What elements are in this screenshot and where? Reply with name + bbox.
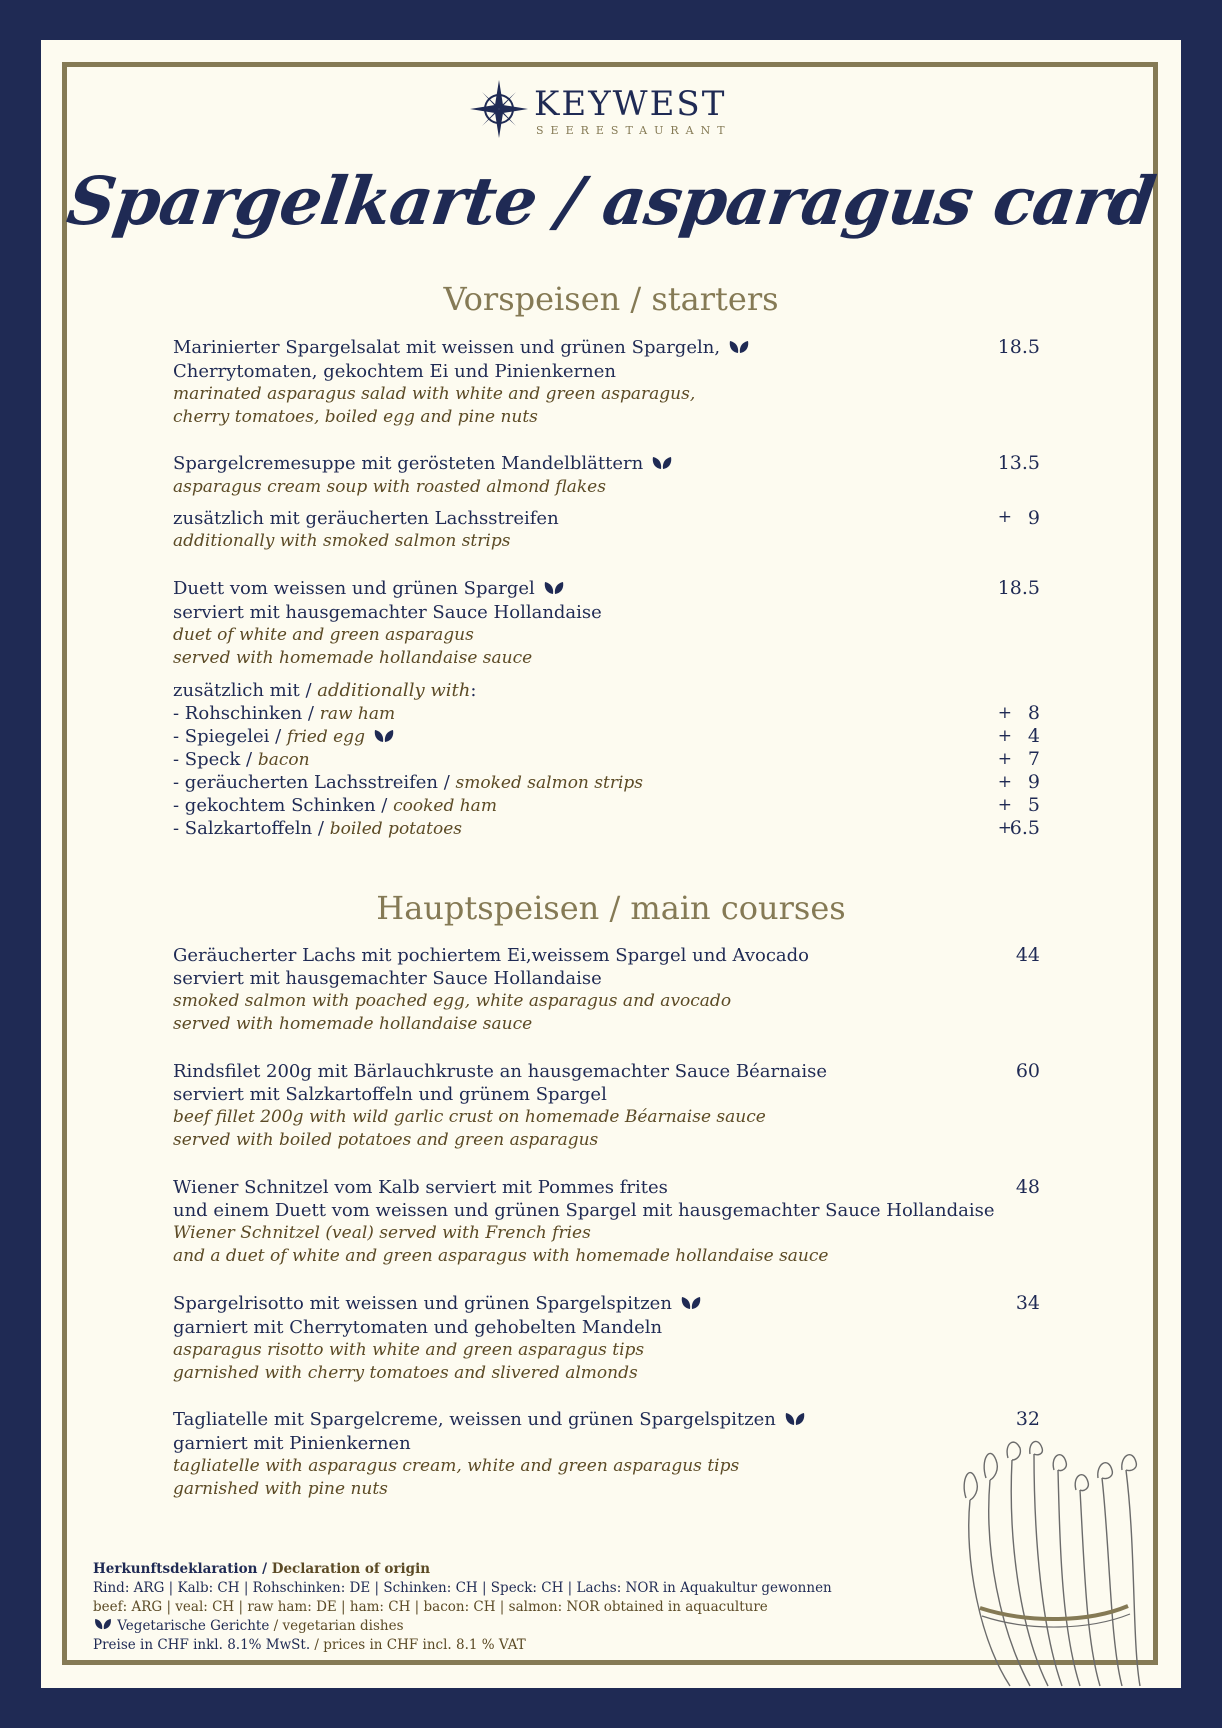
item-name-en: tagliatelle with asparagus cream, white and green asparagus tips bbox=[173, 1455, 740, 1476]
starters-heading: Vorspeisen / starters bbox=[443, 280, 779, 318]
item-name-de: Tagliatelle mit Spargelcreme, weissen und grünen Spargelspitzen bbox=[173, 1409, 776, 1430]
addon-row: - gekochtem Schinken / cooked ham + 5 bbox=[173, 794, 1040, 816]
item-name-de: Marinierter Spargelsalat mit weissen und grünen Spargeln, bbox=[173, 337, 721, 358]
item-price: 9 bbox=[1027, 507, 1040, 529]
item-name-de: Geräucherter Lachs mit pochiertem Ei,weissem Spargel und Avocado bbox=[173, 945, 809, 966]
brand-tagline: SEERESTAURANT bbox=[536, 124, 732, 137]
menu-item bbox=[173, 507, 1040, 553]
addon-row: - Salzkartoffeln / boiled potatoes + 6.5 bbox=[173, 817, 1040, 839]
item-name-de-2: Cherrytomaten, gekochtem Ei und Pinienkernen bbox=[173, 360, 616, 382]
addon-row: - Rohschinken / raw ham + 8 bbox=[173, 702, 1040, 724]
menu-item bbox=[173, 1176, 1040, 1268]
addon-row: - Spiegelei / fried egg + 4 bbox=[173, 725, 1040, 747]
item-name-de-2: serviert mit Salzkartoffeln und grünem Spargel bbox=[173, 1084, 607, 1105]
item-name-de-2: serviert mit hausgemachter Sauce Hollandaise bbox=[173, 601, 602, 623]
item-name-de: Wiener Schnitzel vom Kalb serviert mit Pommes frites bbox=[173, 1177, 668, 1198]
item-name-de: Spargelcremesuppe mit gerösteten Mandelblättern bbox=[173, 453, 644, 474]
brand-logo bbox=[470, 78, 770, 142]
vegetarian-leaf-icon bbox=[728, 337, 750, 360]
vegetarian-leaf-icon bbox=[373, 726, 395, 749]
item-name-en-2: and a duet of white and green asparagus with homemade hollandaise sauce bbox=[173, 1246, 829, 1266]
menu-item bbox=[173, 944, 1040, 1036]
item-name-en-2: served with boiled potatoes and green asparagus bbox=[173, 1130, 599, 1150]
item-name-en: smoked salmon with poached egg, white asparagus and avocado bbox=[173, 991, 732, 1011]
item-price: 18.5 bbox=[997, 336, 1040, 358]
menu-item bbox=[173, 336, 1040, 429]
price-plus: + bbox=[997, 507, 1012, 527]
compass-icon bbox=[470, 80, 528, 138]
item-name-de: Spargelrisotto mit weissen und grünen Spargelspitzen bbox=[173, 1293, 672, 1314]
menu-item bbox=[173, 577, 1040, 670]
veg-label-en: / vegetarian dishes bbox=[269, 1618, 404, 1634]
addons-intro-de: zusätzlich mit / bbox=[173, 680, 318, 701]
item-price: 48 bbox=[1015, 1176, 1040, 1198]
origin-label-en: Declaration of origin bbox=[271, 1561, 431, 1577]
item-name-en-2: served with homemade hollandaise sauce bbox=[173, 647, 533, 668]
addon-row: - geräucherten Lachsstreifen / smoked salmon strips + 9 bbox=[173, 771, 1040, 793]
item-name-en: asparagus cream soup with roasted almond flakes bbox=[173, 476, 606, 497]
brand-name: KEYWEST bbox=[534, 84, 727, 124]
mains-heading: Hauptspeisen / main courses bbox=[376, 889, 846, 927]
origin-declaration: Herkunftsdeklaration / Declaration of origin Rind: ARG | Kalb: CH | Rohschinken: DE | Schinken: CH | Speck: CH | Lachs: NOR in Aquakultur gewonnen beef: ARG | veal: CH | raw ham: DE | ham: CH | bacon: CH | salmon: NOR obtained in aquaculture Vegetarische Gerichte / vegetarian dishes Preise in CHF inkl. 8.1% MwSt. / prices in CHF incl. 8.1 % VAT bbox=[93, 1560, 913, 1655]
addons-list bbox=[173, 679, 1040, 840]
vegetarian-leaf-icon bbox=[543, 578, 565, 601]
item-name-de-2: serviert mit hausgemachter Sauce Hollandaise bbox=[173, 968, 602, 989]
vegetarian-leaf-icon bbox=[651, 453, 673, 476]
item-price: 32 bbox=[1015, 1408, 1040, 1430]
item-name-de: Rindsfilet 200g mit Bärlauchkruste an hausgemachter Sauce Béarnaise bbox=[173, 1061, 828, 1082]
item-name-en: beef fillet 200g with wild garlic crust on homemade Béarnaise sauce bbox=[173, 1107, 766, 1127]
item-name-en-2: garnished with cherry tomatoes and slivered almonds bbox=[173, 1362, 638, 1383]
menu-item bbox=[173, 1292, 1040, 1385]
item-name-en: duet of white and green asparagus bbox=[173, 624, 474, 645]
page-title: Spargelkarte / asparagus card bbox=[62, 162, 1160, 240]
menu-item bbox=[173, 1060, 1040, 1152]
menu-item bbox=[173, 452, 1040, 499]
prices-note-en: / prices in CHF incl. 8.1 % VAT bbox=[310, 1637, 526, 1653]
menu-item bbox=[173, 1408, 1040, 1501]
addon-row: - Speck / bacon + 7 bbox=[173, 748, 1040, 770]
addons-intro-colon: : bbox=[470, 680, 477, 701]
asparagus-illustration bbox=[950, 1440, 1150, 1688]
item-name-de-2: garniert mit Pinienkernen bbox=[173, 1432, 411, 1454]
veg-label-de: Vegetarische Gerichte bbox=[117, 1618, 270, 1634]
vegetarian-leaf-icon bbox=[93, 1618, 113, 1634]
item-name-en: asparagus risotto with white and green asparagus tips bbox=[173, 1339, 645, 1360]
item-name-en-2: cherry tomatoes, boiled egg and pine nuts bbox=[173, 406, 538, 427]
origin-line-en: beef: ARG | veal: CH | raw ham: DE | ham: CH | bacon: CH | salmon: NOR obtained in aquaculture bbox=[93, 1599, 768, 1615]
item-name-en-2: garnished with pine nuts bbox=[173, 1478, 388, 1499]
item-name-en: additionally with smoked salmon strips bbox=[173, 531, 511, 551]
item-price: 18.5 bbox=[997, 577, 1040, 599]
item-name-de-2: und einem Duett vom weissen und grünen Spargel mit hausgemachter Sauce Hollandaise bbox=[173, 1200, 995, 1221]
vegetarian-leaf-icon bbox=[784, 1409, 806, 1432]
item-price: 34 bbox=[1015, 1292, 1040, 1314]
item-name-de: Duett vom weissen und grünen Spargel bbox=[173, 578, 535, 599]
item-price: 13.5 bbox=[997, 452, 1040, 474]
item-name-de: zusätzlich mit geräucherten Lachsstreifen bbox=[173, 508, 559, 529]
item-name-en: marinated asparagus salad with white and green asparagus, bbox=[173, 383, 696, 404]
item-price: 60 bbox=[1015, 1060, 1040, 1082]
vegetarian-leaf-icon bbox=[680, 1293, 702, 1316]
origin-label-de: Herkunftsdeklaration bbox=[93, 1561, 258, 1577]
item-name-de-2: garniert mit Cherrytomaten und gehobelten Mandeln bbox=[173, 1316, 663, 1338]
item-price: 44 bbox=[1015, 944, 1040, 966]
origin-line-de: Rind: ARG | Kalb: CH | Rohschinken: DE | Schinken: CH | Speck: CH | Lachs: NOR in Aquakultur gewonnen bbox=[93, 1580, 832, 1596]
item-name-en: Wiener Schnitzel (veal) served with French fries bbox=[173, 1223, 591, 1243]
item-name-en-2: served with homemade hollandaise sauce bbox=[173, 1014, 533, 1034]
addons-intro-en: additionally with bbox=[317, 680, 471, 701]
prices-note-de: Preise in CHF inkl. 8.1% MwSt. bbox=[93, 1637, 311, 1653]
